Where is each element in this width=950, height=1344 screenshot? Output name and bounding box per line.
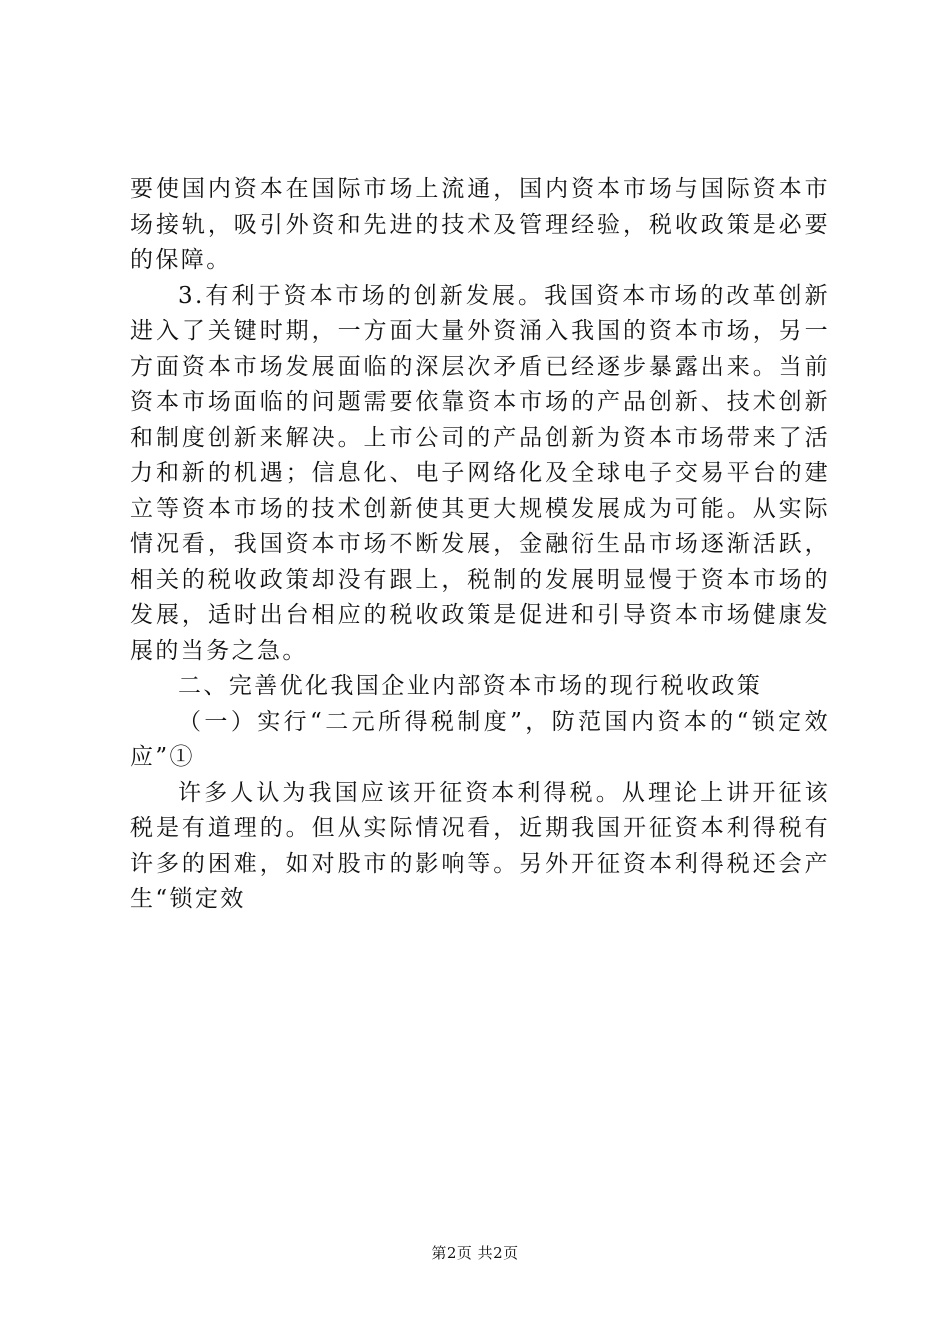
page-number: 第2页 共2页 xyxy=(431,1244,519,1262)
paragraph-capital-gains: 许多人认为我国应该开征资本利得税。从理论上讲开征该税是有道理的。但从实际情况看，近期我国开征资本利得税有许多的困难，如对股市的影响等。另外开征资本利得税还会产生“锁定效 xyxy=(130,779,830,912)
subsection-heading: （一）实行“二元所得税制度”，防范国内资本的“锁定效应”① xyxy=(130,708,830,770)
section-heading: 二、完善优化我国企业内部资本市场的现行税收政策 xyxy=(178,673,763,699)
document-body xyxy=(130,172,830,918)
paragraph-continuation: 要使国内资本在国际市场上流通，国内资本市场与国际资本市场接轨，吸引外资和先进的技术及管理经验，税收政策是必要的保障。 xyxy=(130,176,830,273)
paragraph-innovation: 3.有利于资本市场的创新发展。我国资本市场的改革创新进入了关键时期，一方面大量外资涌入我国的资本市场，另一方面资本市场发展面临的深层次矛盾已经逐步暴露出来。当前资本市场面临的问题需要依靠资本市场的产品创新、技术创新和制度创新来解决。上市公司的产品创新为资本市场带来了活力和新的机遇；信息化、电子网络化及全球电子交易平台的建立等资本市场的技术创新使其更大规模发展成为可能。从实际情况看，我国资本市场不断发展，金融衍生品市场逐渐活跃，相关的税收政策却没有跟上，税制的发展明显慢于资本市场的发展，适时出台相应的税收政策是促进和引导资本市场健康发展的当务之急。 xyxy=(130,282,830,664)
